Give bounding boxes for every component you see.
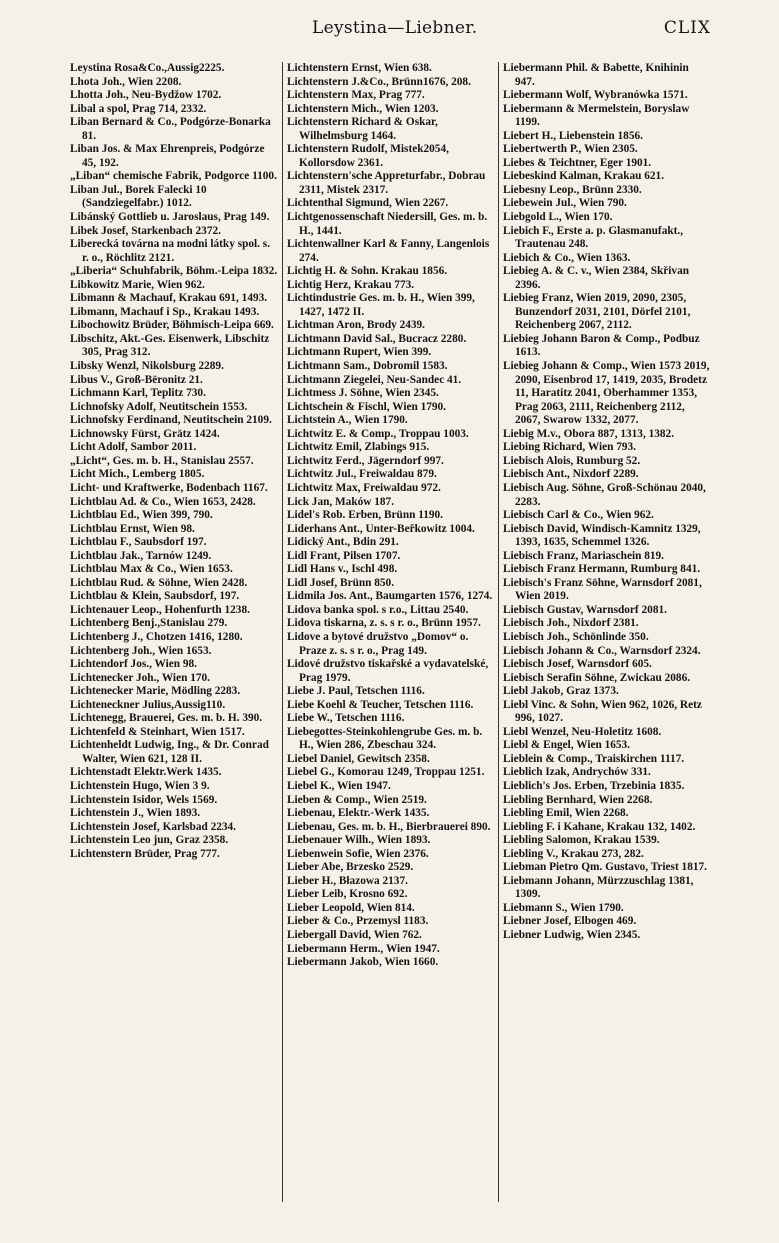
directory-entry: Lichtmann Sam., Dobromil 1583. [287,360,448,373]
directory-entry: Lieber Leib, Krosno 692. [287,888,408,901]
directory-entry: Liebl & Engel, Wien 1653. [503,739,631,752]
directory-entry: Lichtenegg, Brauerei, Ges. m. b. H. 390. [70,712,263,725]
directory-entry: Liban Jul., Borek Falecki 10 (Sandziegelfabr.) 1012. [70,183,207,210]
directory-entry: Liebesny Leop., Brünn 2330. [503,183,642,196]
directory-entry: Lichtenstern J.&Co., Brünn1676, 208. [287,75,471,88]
directory-entry: „Liban“ chemische Fabrik, Podgorce 1100. [70,170,277,183]
directory-entry: Lichtstein A., Wien 1790. [287,414,408,427]
directory-entry: Lichtenheldt Ludwig, Ing., & Dr. Conrad Walter, Wien 621, 128 II. [70,739,269,765]
directory-entry: „Liberia“ Schuhfabrik, Böhm.-Leipa 1832. [70,265,278,278]
directory-entry: Licht- und Kraftwerke, Bodenbach 1167. [70,481,268,494]
directory-entry: Lichtenberg J., Chotzen 1416, 1280. [70,630,243,643]
directory-entry: Liebeskind Kalman, Krakau 621. [503,170,665,183]
directory-entry: Liebermann Jakob, Wien 1660. [287,956,439,969]
directory-entry: Liban Bernard & Co., Podgórze-Bonarka 81. [70,116,271,142]
directory-entry: Lichtenecker Joh., Wien 170. [70,671,210,684]
directory-entry: Lichtman Aron, Brody 2439. [287,319,425,332]
directory-entry: Lidove a bytové družstvo „Domov“ o. Praze z. s. s r. o., Prag 149. [287,630,469,657]
directory-entry: Libschitz, Akt.-Ges. Eisenwerk, Libschitz 305, Prag 312. [70,332,270,359]
directory-entry: Lichtblau Rud. & Söhne, Wien 2428. [70,576,248,589]
directory-entry: Liebisch Josef, Warnsdorf 605. [503,658,652,671]
directory-entry: Lieber & Co., Przemysl 1183. [287,915,429,928]
directory-entry: Liebner Ludwig, Wien 2345. [503,929,641,941]
directory-entry: Liebieg Franz, Wien 2019, 2090, 2305, Bunzendorf 2031, 2101, Dörfel 2101, Reichenberg 2067, 2112. [503,292,691,332]
directory-entry: Liebig M.v., Obora 887, 1313, 1382. [503,427,675,440]
directory-entry: Lichtmann Rupert, Wien 399. [287,346,432,359]
directory-entry: Liebe W., Tetschen 1116. [287,712,405,725]
directory-column-3 [498,62,714,1202]
directory-entry: Libmann & Machauf, Krakau 691, 1493. [70,292,268,305]
directory-entry: Lidova banka spol. s r.o., Littau 2540. [287,603,469,616]
directory-entry: Liebermann Phil. & Babette, Knihinin 947. [503,62,689,88]
directory-entry: Lichteneckner Julius,Aussig110. [70,698,226,711]
directory-entry: Lichtblau & Klein, Saubsdorf, 197. [70,590,240,603]
directory-entry: Lichtenberg Benj.,Stanislau 279. [70,617,228,630]
directory-entry: Liebertwerth P., Wien 2305. [503,143,638,156]
directory-entry: Lieblein & Comp., Traiskirchen 1117. [503,752,685,765]
directory-entry: Liebel K., Wien 1947. [287,779,391,792]
directory-entry: Liebe Koehl & Teucher, Tetschen 1116. [287,698,474,711]
directory-entry: Liebisch Joh., Nixdorf 2381. [503,617,639,630]
directory-entry: Liebisch Ant., Nixdorf 2289. [503,468,639,481]
directory-entry: Liebner Josef, Elbogen 469. [503,915,637,928]
directory-entry: Liebisch David, Windisch-Kamnitz 1329, 1393, 1635, Schemmel 1326. [503,522,701,549]
directory-entry: Liebieg A. & C. v., Wien 2384, Skřivan 2396. [503,265,690,291]
directory-entry: Lieblich Izak, Andrychów 331. [503,766,651,779]
directory-entry: Lidl Josef, Brünn 850. [287,576,395,589]
directory-entry: Lichtindustrie Ges. m. b. H., Wien 399, 1427, 1472 II. [287,292,475,318]
directory-entry: Lichmann Karl, Teplitz 730. [70,387,206,400]
directory-entry: Liebel G., Komorau 1249, Troppau 1251. [287,766,485,779]
directory-entry: Lichtgenossenschaft Niedersill, Ges. m. b. H., 1441. [287,211,488,237]
directory-entry: Lhota Joh., Wien 2208. [70,75,182,88]
directory-entry: Liderhans Ant., Unter-Beřkowitz 1004. [287,522,475,535]
directory-entry: Licht Adolf, Sambor 2011. [70,441,197,454]
directory-entry: Libochowitz Brüder, Böhmisch-Leipa 669. [70,319,274,332]
directory-entry: Liebmann Johann, Mürzzuschlag 1381, 1309. [503,874,694,901]
directory-entry: Libsky Wenzl, Nikolsburg 2289. [70,360,224,373]
directory-entry: Libek Josef, Starkenbach 2372. [70,224,221,237]
directory-entry: Liebisch Gustav, Warnsdorf 2081. [503,603,667,616]
directory-entry: Lidický Ant., Bdin 291. [287,536,399,549]
directory-entry: Liebling Emil, Wien 2268. [503,807,629,820]
directory-entry: Liebes & Teichtner, Eger 1901. [503,156,652,169]
directory-entry: Lichtblau F., Saubsdorf 197. [70,536,207,549]
directory-entry: Liebgold L., Wien 170. [503,211,613,224]
directory-entry: Lichtschein & Fischl, Wien 1790. [287,400,447,413]
directory-entry: Liebergall David, Wien 762. [287,929,422,941]
directory-entry: Licht Mich., Lemberg 1805. [70,468,205,481]
directory-entry: Lichtblau Max & Co., Wien 1653. [70,563,233,576]
directory-entry: Liebenau, Elektr.-Werk 1435. [287,807,430,820]
directory-entry: Lieben & Comp., Wien 2519. [287,793,427,806]
directory-entry: Liebich F., Erste a. p. Glasmanufakt., Trautenau 248. [503,224,684,251]
directory-entry: Liebenau, Ges. m. b. H., Bierbrauerei 890. [287,820,491,833]
directory-columns [66,62,716,1202]
directory-entry: Lichtenstern Ernst, Wien 638. [287,62,432,74]
directory-entry: Lichtig Herz, Krakau 773. [287,278,415,291]
directory-entry: Lichtenstadt Elektr.Werk 1435. [70,766,222,779]
directory-entry: Leystina Rosa&Co.,Aussig2225. [70,62,225,74]
directory-entry: Lichtblau Ed., Wien 399, 790. [70,509,213,522]
directory-entry: Libánský Gottlieb u. Jaroslaus, Prag 149. [70,211,270,224]
directory-entry: Liebenwein Sofie, Wien 2376. [287,847,429,860]
directory-entry: Liebisch Joh., Schönlinde 350. [503,630,649,643]
directory-entry: Liebisch Serafin Söhne, Zwickau 2086. [503,671,691,684]
directory-entry: Lidl Hans v., Ischl 498. [287,563,398,576]
directory-entry: Liebisch Carl & Co., Wien 962. [503,509,654,522]
directory-entry: Lieber Leopold, Wien 814. [287,901,415,914]
directory-entry: Liebling Salomon, Krakau 1539. [503,834,660,847]
directory-entry: Lichtenauer Leop., Hohenfurth 1238. [70,603,250,616]
directory-entry: Lichtblau Jak., Tarnów 1249. [70,549,212,562]
directory-entry: Lidové družstvo tiskařské a vydavatelské, Prag 1979. [287,658,489,684]
directory-entry: Lichtenstein Leo jun, Graz 2358. [70,834,229,847]
directory-entry: Liebel Daniel, Gewitsch 2358. [287,752,430,765]
directory-entry: Liebling V., Krakau 273, 282. [503,847,644,860]
directory-entry: Lichtenstern'sche Appreturfabr., Dobrau 2311, Mistek 2317. [287,170,486,196]
directory-entry: Lieber H., Błazowa 2137. [287,874,408,887]
directory-entry: Liebich & Co., Wien 1363. [503,251,631,264]
directory-entry: Lichtenstern Max, Prag 777. [287,89,425,102]
running-title: Leystina—Liebner. [312,18,478,38]
directory-entry: Lieblich's Jos. Erben, Trzebinia 1835. [503,779,685,792]
directory-entry: Lichtblau Ernst, Wien 98. [70,522,195,535]
directory-entry: Liebermann Wolf, Wybranówka 1571. [503,89,688,102]
directory-entry: Liebl Jakob, Graz 1373. [503,685,619,698]
directory-entry: Lidmila Jos. Ant., Baumgarten 1576, 1274. [287,590,493,603]
directory-entry: Liebermann & Mermelstein, Boryslaw 1199. [503,102,690,129]
directory-entry: Lichtig H. & Sohn. Krakau 1856. [287,265,448,278]
directory-entry: Liebisch's Franz Söhne, Warnsdorf 2081, Wien 2019. [503,576,702,603]
directory-entry: Libkowitz Marie, Wien 962. [70,278,205,291]
directory-entry: Lichtenstern Brüder, Prag 777. [70,847,220,860]
directory-entry: Lichnofsky Adolf, Neutitschein 1553. [70,400,248,413]
directory-entry: Lidl Frant, Pilsen 1707. [287,549,401,562]
directory-entry: Liebisch Johann & Co., Warnsdorf 2324. [503,644,701,657]
directory-entry: Lichtmann David Sal., Bucracz 2280. [287,332,467,345]
directory-entry: Lichtwitz E. & Comp., Troppau 1003. [287,427,469,440]
directory-entry: Lhotta Joh., Neu-Bydžow 1702. [70,89,222,102]
directory-entry: Liebl Vinc. & Sohn, Wien 962, 1026, Retz 996, 1027. [503,698,702,725]
directory-entry: Lichtenstein Hugo, Wien 3 9. [70,779,210,792]
directory-entry: Liebmann S., Wien 1790. [503,901,624,914]
directory-entry: Lichtwitz Max, Freiwaldau 972. [287,481,441,494]
directory-entry: Liebisch Franz, Mariaschein 819. [503,549,664,562]
directory-entry: Lichtenstein J., Wien 1893. [70,807,201,820]
directory-entry: Lick Jan, Maków 187. [287,495,395,508]
directory-entry: Lichtblau Ad. & Co., Wien 1653, 2428. [70,495,256,508]
directory-entry: Lichtenstein Isidor, Wels 1569. [70,793,218,806]
directory-entry: Libus V., Groß-Bëronitz 21. [70,373,203,386]
directory-entry: Liebert H., Liebenstein 1856. [503,129,643,142]
directory-entry: Liebisch Aug. Söhne, Groß-Schönau 2040, 2283. [503,481,706,508]
directory-entry: Liebman Pietro Qm. Gustavo, Triest 1817. [503,861,707,874]
directory-entry: Liebl Wenzel, Neu-Holetitz 1608. [503,725,662,738]
directory-entry: Lichtenstern Richard & Oskar, Wilhelmsburg 1464. [287,116,438,142]
directory-entry: Lichnowsky Fürst, Grätz 1424. [70,427,220,440]
directory-entry: Libmann, Machauf i Sp., Krakau 1493. [70,305,260,318]
directory-entry: Lieber Abe, Brzesko 2529. [287,861,414,874]
directory-entry: Lidel's Rob. Erben, Brünn 1190. [287,509,443,522]
directory-entry: „Licht“, Ges. m. b. H., Stanislau 2557. [70,454,254,467]
directory-entry: Liban Jos. & Max Ehrenpreis, Podgórze 45, 192. [70,143,265,169]
directory-entry: Lichnofsky Ferdinand, Neutitschein 2109. [70,414,272,427]
directory-entry: Liebling F. i Kahane, Krakau 132, 1402. [503,820,696,833]
directory-entry: Liebe J. Paul, Tetschen 1116. [287,685,425,698]
directory-entry: Lichtenwallner Karl & Fanny, Langenlois 274. [287,238,490,264]
directory-column-2 [282,62,498,1202]
page-number: CLIX [663,18,711,38]
directory-entry: Libal a spol, Prag 714, 2332. [70,102,207,115]
directory-entry: Lichtwitz Jul., Freiwaldau 879. [287,468,437,481]
directory-entry: Liebegottes-Steinkohlengrube Ges. m. b. H., Wien 286, Zbeschau 324. [287,725,483,752]
directory-entry: Liebieg Johann Baron & Comp., Podbuz 1613. [503,332,700,359]
directory-entry: Lichtenstern Mich., Wien 1203. [287,102,439,115]
page-header [0,18,779,46]
directory-entry: Lichtenthal Sigmund, Wien 2267. [287,197,449,210]
directory-entry: Liebenauer Wilh., Wien 1893. [287,834,431,847]
directory-entry: Liberecká továrna na modni látky spol. s. r. o., Röchlitz 2121. [70,238,271,264]
directory-entry: Liebermann Herm., Wien 1947. [287,942,440,955]
directory-entry: Lidova tiskarna, z. s. s r. o., Brünn 1957. [287,617,481,630]
directory-entry: Lichtwitz Emil, Zlabings 915. [287,441,430,454]
directory-entry: Lichtendorf Jos., Wien 98. [70,658,197,671]
directory-entry: Lichtmann Ziegelei, Neu-Sandec 41. [287,373,462,386]
directory-entry: Lichtenberg Joh., Wien 1653. [70,644,212,657]
directory-entry: Lichtmess J. Söhne, Wien 2345. [287,387,439,400]
directory-entry: Lichtenecker Marie, Mödling 2283. [70,685,241,698]
directory-entry: Liebieg Johann & Comp., Wien 1573 2019, 2090, Eisenbrod 17, 1419, 2035, Brodetz 11, Haratitz 2041, Oberhammer 1353, Prag 2063, 2111, Reichenberg 2112, 2067, Swarow 1332, 2077. [503,360,710,427]
directory-entry: Lichtenfeld & Steinhart, Wien 1517. [70,725,245,738]
directory-entry: Liebewein Jul., Wien 790. [503,197,627,210]
directory-entry: Lichtenstein Josef, Karlsbad 2234. [70,820,237,833]
directory-column-1 [66,62,282,1202]
directory-entry: Lichtenstern Rudolf, Mistek2054, Kollorsdow 2361. [287,143,449,169]
directory-entry: Liebisch Franz Hermann, Rumburg 841. [503,563,701,576]
directory-entry: Liebling Bernhard, Wien 2268. [503,793,653,806]
directory-entry: Liebing Richard, Wien 793. [503,441,636,454]
directory-entry: Lichtwitz Ferd., Jägerndorf 997. [287,454,444,467]
directory-entry: Liebisch Alois, Rumburg 52. [503,454,641,467]
